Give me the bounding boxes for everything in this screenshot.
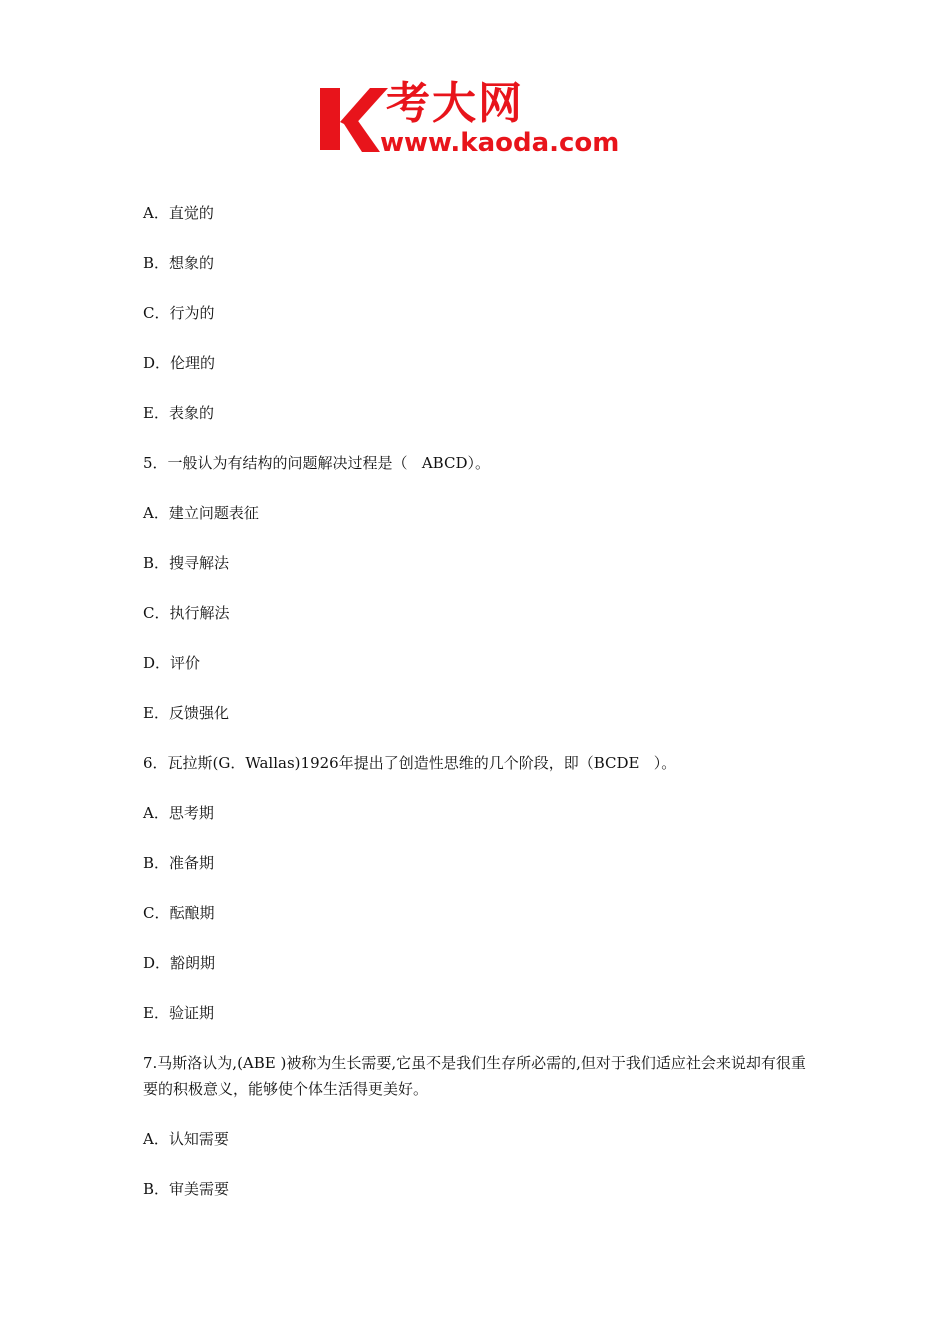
option-line: B．搜寻解法 bbox=[143, 554, 230, 572]
kaoda-logo bbox=[318, 78, 638, 162]
logo-chinese-name: 考大网 bbox=[386, 78, 524, 129]
option-line: A．建立问题表征 bbox=[143, 504, 259, 522]
option-line: A．认知需要 bbox=[143, 1130, 229, 1148]
option-line: C．执行解法 bbox=[143, 604, 230, 622]
option-line: C．行为的 bbox=[143, 304, 215, 322]
option-line: B．想象的 bbox=[143, 254, 215, 272]
question-6: 6．瓦拉斯(G．Wallas)1926年提出了创造性思维的几个阶段，即（BCDE ）。 bbox=[143, 754, 677, 772]
document-body bbox=[143, 200, 823, 1226]
k-mark-icon bbox=[318, 82, 388, 162]
option-line: D．评价 bbox=[143, 654, 201, 672]
logo-url: www.kaoda.com bbox=[380, 128, 620, 158]
option-line: B．准备期 bbox=[143, 854, 215, 872]
option-line: E．验证期 bbox=[143, 1004, 214, 1022]
question-7: 7.马斯洛认为,(ABE )被称为生长需要,它虽不是我们生存所必需的,但对于我们适应社会来说却有很重要的积极意义，能够使个体生活得更美好。 bbox=[143, 1054, 806, 1098]
option-line: A．直觉的 bbox=[143, 204, 214, 222]
option-line: B．审美需要 bbox=[143, 1180, 230, 1198]
option-line: C．酝酿期 bbox=[143, 904, 215, 922]
option-line: D．伦理的 bbox=[143, 354, 216, 372]
option-line: E．表象的 bbox=[143, 404, 214, 422]
option-line: D．豁朗期 bbox=[143, 954, 216, 972]
option-line: A．思考期 bbox=[143, 804, 214, 822]
option-line: E．反馈强化 bbox=[143, 704, 229, 722]
question-5: 5．一般认为有结构的问题解决过程是（ ABCD）。 bbox=[143, 454, 490, 472]
